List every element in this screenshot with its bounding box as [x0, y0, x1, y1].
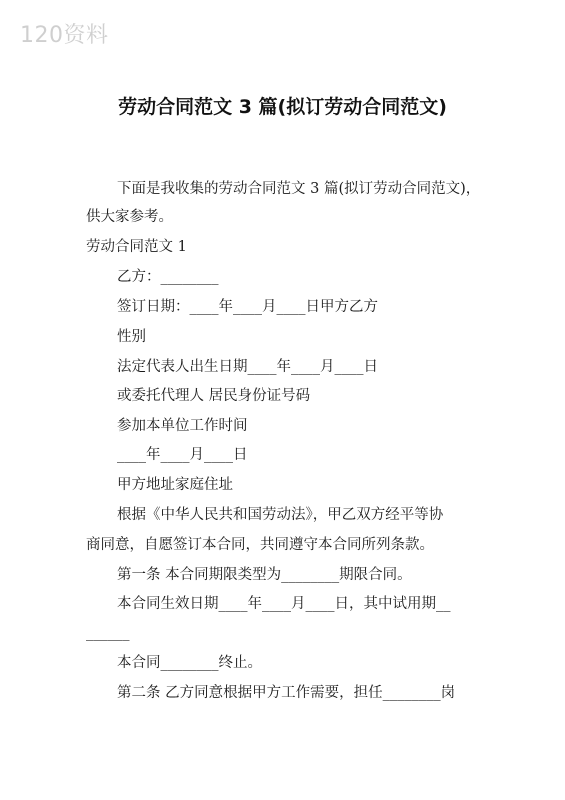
paragraph-line: 根据《中华人民共和国劳动法》，甲乙双方经平等协 [117, 507, 444, 523]
paragraph-line: 供大家参考。 [86, 209, 173, 225]
paragraph-line: 本合同________终止。 [117, 655, 262, 671]
paragraph-line: 第二条 乙方同意根据甲方工作需要，担任________岗 [117, 685, 456, 701]
paragraph-line: 商同意，自愿签订本合同，共同遵守本合同所列条款。 [86, 537, 434, 553]
paragraph-line: 下面是我收集的劳动合同范文 3 篇(拟订劳动合同范文)， [117, 181, 481, 197]
paragraph-line: 签订日期：____年____月____日甲方乙方 [117, 299, 378, 315]
section-heading: 劳动合同范文 1 [86, 239, 187, 255]
paragraph-line: 乙方：________ [117, 269, 219, 285]
paragraph-line: 性别 [117, 329, 146, 345]
document-title: 劳动合同范文 3 篇(拟订劳动合同范文) [118, 96, 447, 118]
watermark-logo: 120资料 [20, 23, 109, 48]
paragraph-line: 本合同生效日期____年____月____日，其中试用期__ [117, 596, 451, 612]
paragraph-line: 甲方地址家庭住址 [117, 477, 233, 493]
paragraph-line: 参加本单位工作时间 [117, 418, 248, 434]
paragraph-line: 第一条 本合同期限类型为________期限合同。 [117, 567, 412, 583]
paragraph-line: ______ [86, 625, 130, 641]
paragraph-line: 法定代表人出生日期____年____月____日 [117, 359, 378, 375]
paragraph-line: ____年____月____日 [117, 447, 248, 463]
paragraph-line: 或委托代理人 居民身份证号码 [117, 388, 311, 404]
